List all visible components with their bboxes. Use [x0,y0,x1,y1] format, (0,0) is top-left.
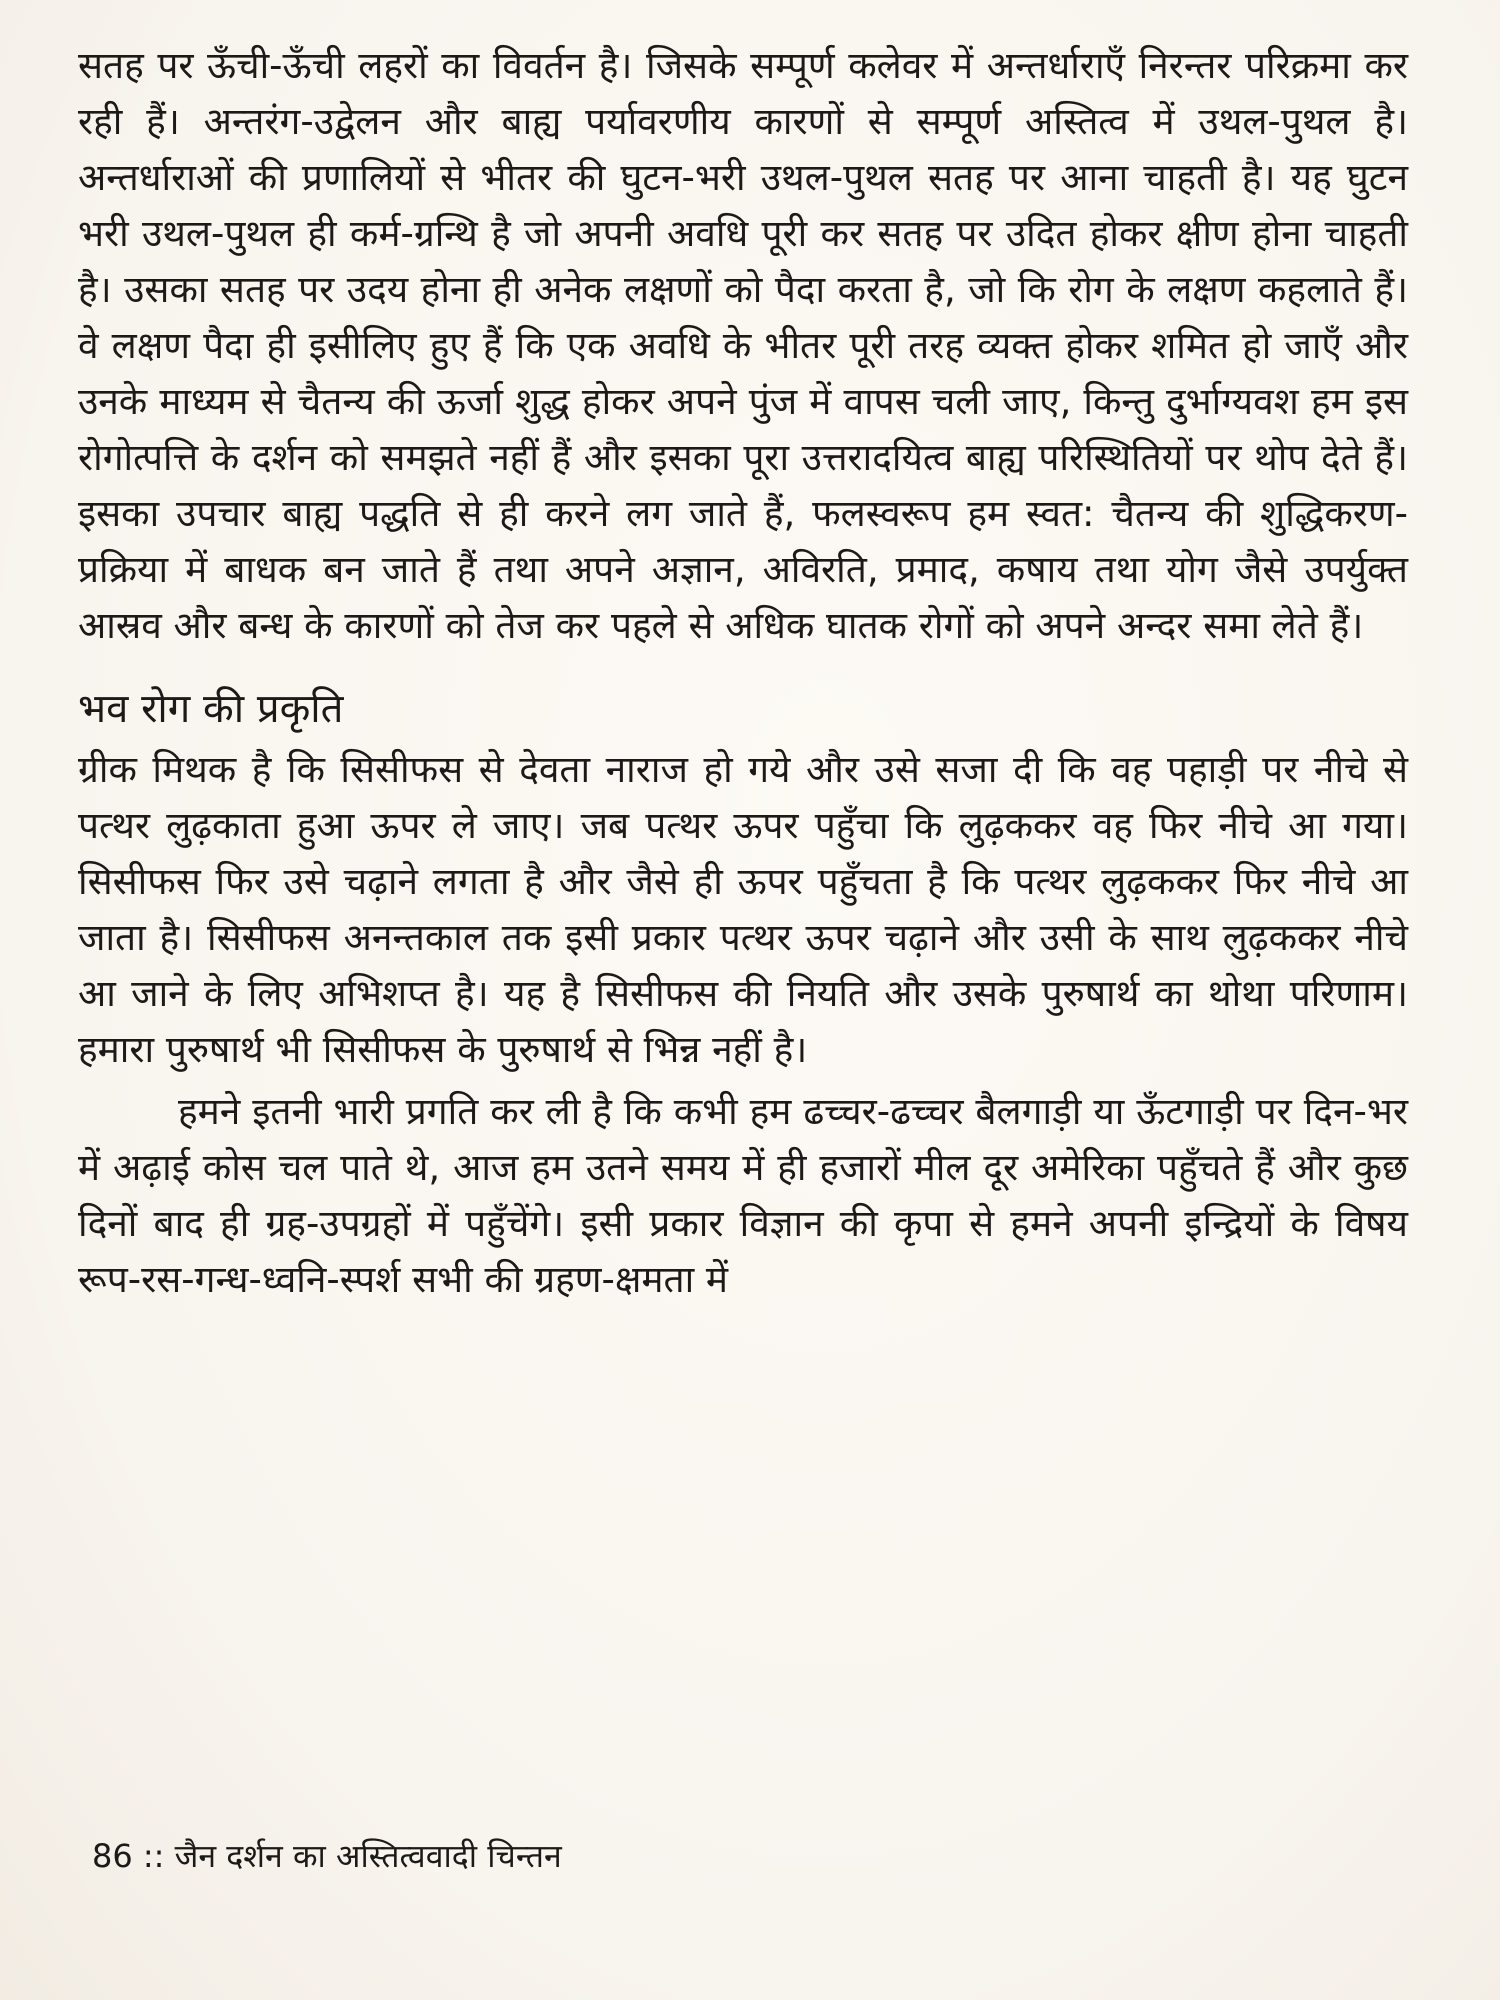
page-footer: 86 :: जैन दर्शन का अस्तित्ववादी चिन्तन [92,1837,562,1875]
paragraph-1: सतह पर ऊँची-ऊँची लहरों का विवर्तन है। जिसके सम्पूर्ण कलेवर में अन्तर्धाराएँ निरन्तर परिक्रमा कर रही हैं। अन्तरंग-उद्वेलन और बाह्य पर्यावरणीय कारणों से सम्पूर्ण अस्तित्व में उथल-पुथल है। अन्तर्धाराओं की प्रणालियों से भीतर की घुटन-भरी उथल-पुथल सतह पर आना चाहती है। यह घुटन भरी उथल-पुथल ही कर्म-ग्रन्थि है जो अपनी अवधि पूरी कर सतह पर उदित होकर क्षीण होना चाहती है। उसका सतह पर उदय होना ही अनेक लक्षणों को पैदा करता है, जो कि रोग के लक्षण कहलाते हैं। वे लक्षण पैदा ही इसीलिए हुए हैं कि एक अवधि के भीतर पूरी तरह व्यक्त होकर शमित हो जाएँ और उनके माध्यम से चैतन्य की ऊर्जा शुद्ध होकर अपने पुंज में वापस चली जाए, किन्तु दुर्भाग्यवश हम इस रोगोत्पत्ति के दर्शन को समझते नहीं हैं और इसका पूरा उत्तरादयित्व बाह्य परिस्थितियों पर थोप देते हैं। इसका उपचार बाह्य पद्धति से ही करने लग जाते हैं, फलस्वरूप हम स्वत: चैतन्य की शुद्धिकरण-प्रक्रिया में बाधक बन जाते हैं तथा अपने अज्ञान, अविरति, प्रमाद, कषाय तथा योग जैसे उपर्युक्त आस्रव और बन्ध के कारणों को तेज कर पहले से अधिक घातक रोगों को अपने अन्दर समा लेते हैं। [78,44,1408,647]
paragraph-2: ग्रीक मिथक है कि सिसीफस से देवता नाराज हो गये और उसे सजा दी कि वह पहाड़ी पर नीचे से पत्थर लुढ़काता हुआ ऊपर ले जाए। जब पत्थर ऊपर पहुँचा कि लुढ़ककर वह फिर नीचे आ गया। सिसीफस फिर उसे चढ़ाने लगता है और जैसे ही ऊपर पहुँचता है कि पत्थर लुढ़ककर फिर नीचे आ जाता है। सिसीफस अनन्तकाल तक इसी प्रकार पत्थर ऊपर चढ़ाने और उसी के साथ लुढ़ककर नीचे आ जाने के लिए अभिशप्त है। यह है सिसीफस की नियति और उसके पुरुषार्थ का थोथा परिणाम। हमारा पुरुषार्थ भी सिसीफस के पुरुषार्थ से भिन्न नहीं है। [78,748,1408,1071]
section-heading: भव रोग की प्रकृति [78,686,344,732]
page-body [78,38,1408,1308]
paragraph-3: हमने इतनी भारी प्रगति कर ली है कि कभी हम ढच्चर-ढच्चर बैलगाड़ी या ऊँटगाड़ी पर दिन-भर में अढ़ाई कोस चल पाते थे, आज हम उतने समय में ही हजारों मील दूर अमेरिका पहुँचते हैं और कुछ दिनों बाद ही ग्रह-उपग्रहों में पहुँचेंगे। इसी प्रकार विज्ञान की कृपा से हमने अपनी इन्द्रियों के विषय रूप-रस-गन्ध-ध्वनि-स्पर्श सभी की ग्रहण-क्षमता में [78,1090,1408,1301]
